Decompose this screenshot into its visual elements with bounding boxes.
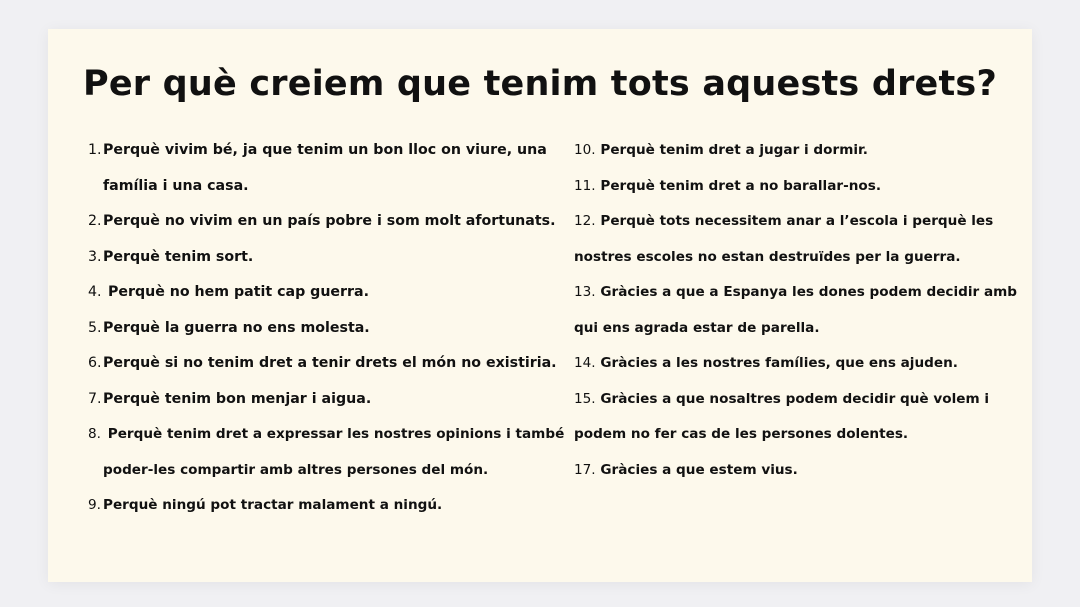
list-item xyxy=(574,133,1014,169)
list-item xyxy=(88,133,548,204)
item-text: qui ens agrada estar de parella. xyxy=(574,319,820,336)
item-text: Perquè no vivim en un país pobre i som molt afortunats. xyxy=(103,213,556,229)
item-number: 5. xyxy=(88,319,102,336)
item-number: 1. xyxy=(88,142,102,158)
item-text: Perquè tenim dret a jugar i dormir. xyxy=(600,142,868,158)
list-item xyxy=(574,453,1014,489)
item-text: poder-les compartir amb altres persones del món. xyxy=(103,461,489,478)
item-text: Perquè vivim bé, ja que tenim un bon lloc on viure, una xyxy=(103,142,547,158)
list-item xyxy=(574,346,1014,382)
item-number: 13. xyxy=(574,284,596,300)
item-text: Gràcies a que nosaltres podem decidir què volem i xyxy=(600,390,990,407)
list-item xyxy=(574,169,1014,205)
item-number: 11. xyxy=(574,177,596,194)
item-text: Gràcies a que a Espanya les dones podem decidir amb xyxy=(600,284,1018,300)
item-text: Perquè si no tenim dret a tenir drets el món no existiria. xyxy=(103,355,557,371)
item-number: 10. xyxy=(574,142,596,158)
item-text: nostres escoles no estan destruïdes per la guerra. xyxy=(574,248,961,265)
item-number: 7. xyxy=(88,390,102,407)
right-column-list xyxy=(574,133,1018,488)
item-text: Perquè tenim sort. xyxy=(103,248,254,265)
item-number: 17. xyxy=(574,461,596,478)
list-item xyxy=(88,488,548,524)
item-number: 14. xyxy=(574,355,596,371)
item-text: Perquè la guerra no ens molesta. xyxy=(103,319,370,336)
list-item xyxy=(88,346,557,382)
list-item xyxy=(88,204,556,240)
item-number: 6. xyxy=(88,355,102,371)
slide-title: Per què creiem que tenim tots aquests drets? xyxy=(83,64,997,104)
item-text: podem no fer cas de les persones dolentes. xyxy=(574,426,909,442)
list-item xyxy=(88,240,548,276)
item-number: 8. xyxy=(88,426,101,442)
item-number: 15. xyxy=(574,390,596,407)
list-item xyxy=(574,204,1014,275)
item-number: 2. xyxy=(88,213,102,229)
item-number: 12. xyxy=(574,213,596,229)
list-item xyxy=(88,311,548,347)
list-item xyxy=(574,275,1018,346)
item-text: Perquè tenim dret a expressar les nostres opinions i també xyxy=(103,426,565,442)
list-item xyxy=(88,382,548,418)
item-number: 3. xyxy=(88,248,102,265)
item-text: Perquè no hem patit cap guerra. xyxy=(103,284,370,300)
list-item xyxy=(88,275,548,311)
item-text: Perquè ningú pot tractar malament a ningú. xyxy=(103,497,443,513)
item-text: Gràcies a que estem vius. xyxy=(600,461,798,478)
item-text: Gràcies a les nostres famílies, que ens ajuden. xyxy=(600,355,958,371)
item-text: Perquè tenim bon menjar i aigua. xyxy=(103,390,372,407)
item-text: Perquè tenim dret a no barallar-nos. xyxy=(600,177,881,194)
item-text: Perquè tots necessitem anar a l’escola i perquè les xyxy=(600,213,994,229)
list-item xyxy=(574,382,1014,453)
list-item xyxy=(88,417,565,488)
left-column-list xyxy=(88,133,565,524)
item-number: 4. xyxy=(88,284,102,300)
slide xyxy=(48,29,1032,582)
item-number: 9. xyxy=(88,497,101,513)
item-text: família i una casa. xyxy=(103,177,249,194)
